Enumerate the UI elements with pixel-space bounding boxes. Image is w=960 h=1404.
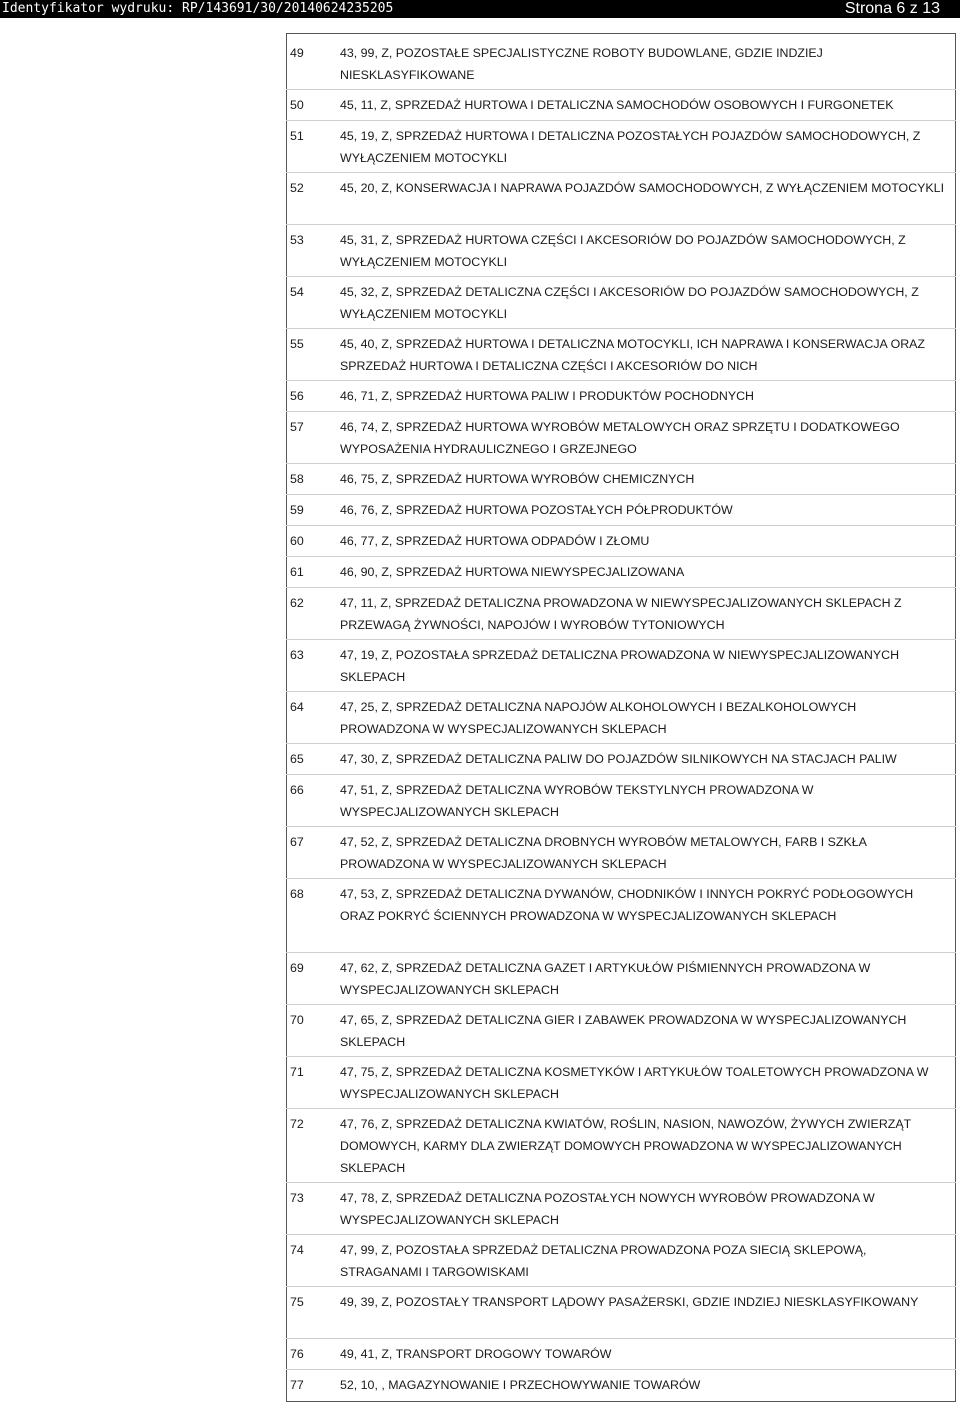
row-divider bbox=[286, 276, 956, 277]
pkd-description: 47, 25, Z, SPRZEDAŻ DETALICZNA NAPOJÓW ALKOHOLOWYCH I BEZALKOHOLOWYCH PROWADZONA W WYSPECJALIZOWANYCH SKLEPACH bbox=[340, 700, 857, 736]
row-divider bbox=[286, 826, 956, 827]
row-number: 57 bbox=[290, 420, 304, 434]
row-number: 69 bbox=[290, 961, 304, 975]
pkd-description: 46, 75, Z, SPRZEDAŻ HURTOWA WYROBÓW CHEMICZNYCH bbox=[340, 472, 695, 486]
pkd-description: 47, 78, Z, SPRZEDAŻ DETALICZNA POZOSTAŁYCH NOWYCH WYROBÓW PROWADZONA W WYSPECJALIZOWANYCH SKLEPACH bbox=[340, 1191, 875, 1227]
pkd-description: 45, 19, Z, SPRZEDAŻ HURTOWA I DETALICZNA POZOSTAŁYCH POJAZDÓW SAMOCHODOWYCH, Z WYŁĄCZENIEM MOTOCYKLI bbox=[340, 129, 921, 165]
pkd-description: 47, 53, Z, SPRZEDAŻ DETALICZNA DYWANÓW, CHODNIKÓW I INNYCH POKRYĆ PODŁOGOWYCH ORAZ POKRYĆ ŚCIENNYCH PROWADZONA W WYSPECJALIZOWANYCH SKLEPACH bbox=[340, 887, 914, 923]
row-number: 65 bbox=[290, 752, 304, 766]
row-divider bbox=[286, 525, 956, 526]
row-number: 71 bbox=[290, 1065, 304, 1079]
pkd-description: 47, 99, Z, POZOSTAŁA SPRZEDAŻ DETALICZNA PROWADZONA POZA SIECIĄ SKLEPOWĄ, STRAGANAMI I TARGOWISKAMI bbox=[340, 1243, 867, 1279]
row-number: 63 bbox=[290, 648, 304, 662]
row-divider bbox=[286, 1234, 956, 1235]
pkd-description: 46, 74, Z, SPRZEDAŻ HURTOWA WYROBÓW METALOWYCH ORAZ SPRZĘTU I DODATKOWEGO WYPOSAŻENIA HYDRAULICZNEGO I GRZEJNEGO bbox=[340, 420, 900, 456]
row-number: 64 bbox=[290, 700, 304, 714]
row-divider bbox=[286, 1056, 956, 1057]
pkd-description: 45, 32, Z, SPRZEDAŻ DETALICZNA CZĘŚCI I AKCESORIÓW DO POJAZDÓW SAMOCHODOWYCH, Z WYŁĄCZENIEM MOTOCYKLI bbox=[340, 285, 919, 321]
row-number: 68 bbox=[290, 887, 304, 901]
row-number: 61 bbox=[290, 565, 304, 579]
pkd-description: 45, 31, Z, SPRZEDAŻ HURTOWA CZĘŚCI I AKCESORIÓW DO POJAZDÓW SAMOCHODOWYCH, Z WYŁĄCZENIEM MOTOCYKLI bbox=[340, 233, 906, 269]
pkd-description: 46, 71, Z, SPRZEDAŻ HURTOWA PALIW I PRODUKTÓW POCHODNYCH bbox=[340, 389, 754, 403]
row-divider bbox=[286, 878, 956, 879]
row-number: 75 bbox=[290, 1295, 304, 1309]
row-number: 59 bbox=[290, 503, 304, 517]
row-number: 77 bbox=[290, 1378, 304, 1392]
row-number: 49 bbox=[290, 46, 304, 60]
pkd-description: 47, 75, Z, SPRZEDAŻ DETALICZNA KOSMETYKÓW I ARTYKUŁÓW TOALETOWYCH PROWADZONA W WYSPECJALIZOWANYCH SKLEPACH bbox=[340, 1065, 929, 1101]
row-number: 50 bbox=[290, 98, 304, 112]
row-number: 66 bbox=[290, 783, 304, 797]
pkd-description: 49, 41, Z, TRANSPORT DROGOWY TOWARÓW bbox=[340, 1347, 612, 1361]
row-divider bbox=[286, 1182, 956, 1183]
row-divider bbox=[286, 952, 956, 953]
pkd-description: 47, 30, Z, SPRZEDAŻ DETALICZNA PALIW DO POJAZDÓW SILNIKOWYCH NA STACJACH PALIW bbox=[340, 752, 897, 766]
row-divider bbox=[286, 172, 956, 173]
pkd-description: 47, 76, Z, SPRZEDAŻ DETALICZNA KWIATÓW, ROŚLIN, NASION, NAWOZÓW, ŻYWYCH ZWIERZĄT DOMOWYCH, KARMY DLA ZWIERZĄT DOMOWYCH PROWADZONA W WYSPECJALIZOWANYCH SKLEPACH bbox=[340, 1117, 911, 1175]
row-number: 76 bbox=[290, 1347, 304, 1361]
row-divider bbox=[286, 639, 956, 640]
row-divider bbox=[286, 120, 956, 121]
pkd-description: 46, 77, Z, SPRZEDAŻ HURTOWA ODPADÓW I ZŁOMU bbox=[340, 534, 650, 548]
pkd-description: 45, 40, Z, SPRZEDAŻ HURTOWA I DETALICZNA MOTOCYKLI, ICH NAPRAWA I KONSERWACJA ORAZ SPRZEDAŻ HURTOWA I DETALICZNA CZĘŚCI I AKCESORIÓW DO NICH bbox=[340, 337, 925, 373]
row-number: 51 bbox=[290, 129, 304, 143]
pkd-description: 47, 51, Z, SPRZEDAŻ DETALICZNA WYROBÓW TEKSTYLNYCH PROWADZONA W WYSPECJALIZOWANYCH SKLEPACH bbox=[340, 783, 814, 819]
row-number: 53 bbox=[290, 233, 304, 247]
row-divider bbox=[286, 380, 956, 381]
pkd-description: 47, 62, Z, SPRZEDAŻ DETALICZNA GAZET I ARTYKUŁÓW PIŚMIENNYCH PROWADZONA W WYSPECJALIZOWANYCH SKLEPACH bbox=[340, 961, 871, 997]
row-divider bbox=[286, 1108, 956, 1109]
row-number: 70 bbox=[290, 1013, 304, 1027]
pkd-description: 45, 20, Z, KONSERWACJA I NAPRAWA POJAZDÓW SAMOCHODOWYCH, Z WYŁĄCZENIEM MOTOCYKLI bbox=[340, 181, 945, 195]
row-divider bbox=[286, 774, 956, 775]
pkd-description: 47, 52, Z, SPRZEDAŻ DETALICZNA DROBNYCH WYROBÓW METALOWYCH, FARB I SZKŁA PROWADZONA W WYSPECJALIZOWANYCH SKLEPACH bbox=[340, 835, 867, 871]
row-divider bbox=[286, 463, 956, 464]
page-number: Strona 6 z 13 bbox=[844, 0, 940, 17]
pkd-description: 45, 11, Z, SPRZEDAŻ HURTOWA I DETALICZNA SAMOCHODÓW OSOBOWYCH I FURGONETEK bbox=[340, 98, 894, 112]
pkd-description: 43, 99, Z, POZOSTAŁE SPECJALISTYCZNE ROBOTY BUDOWLANE, GDZIE INDZIEJ NIESKLASYFIKOWANE bbox=[340, 46, 823, 82]
row-number: 74 bbox=[290, 1243, 304, 1257]
row-divider bbox=[286, 1369, 956, 1370]
row-number: 67 bbox=[290, 835, 304, 849]
row-number: 58 bbox=[290, 472, 304, 486]
row-number: 56 bbox=[290, 389, 304, 403]
row-divider bbox=[286, 328, 956, 329]
row-number: 52 bbox=[290, 181, 304, 195]
print-header bbox=[0, 0, 960, 18]
pkd-description: 46, 76, Z, SPRZEDAŻ HURTOWA POZOSTAŁYCH PÓŁPRODUKTÓW bbox=[340, 503, 733, 517]
row-divider bbox=[286, 743, 956, 744]
pkd-description: 49, 39, Z, POZOSTAŁY TRANSPORT LĄDOWY PASAŻERSKI, GDZIE INDZIEJ NIESKLASYFIKOWANY bbox=[340, 1295, 919, 1309]
row-number: 55 bbox=[290, 337, 304, 351]
row-number: 62 bbox=[290, 596, 304, 610]
pkd-description: 46, 90, Z, SPRZEDAŻ HURTOWA NIEWYSPECJALIZOWANA bbox=[340, 565, 685, 579]
row-divider bbox=[286, 1004, 956, 1005]
pkd-description: 47, 19, Z, POZOSTAŁA SPRZEDAŻ DETALICZNA PROWADZONA W NIEWYSPECJALIZOWANYCH SKLEPACH bbox=[340, 648, 900, 684]
row-divider bbox=[286, 1338, 956, 1339]
print-identifier: Identyfikator wydruku: RP/143691/30/20140624235205 bbox=[2, 1, 394, 16]
pkd-description: 47, 11, Z, SPRZEDAŻ DETALICZNA PROWADZONA W NIEWYSPECJALIZOWANYCH SKLEPACH Z PRZEWAGĄ ŻYWNOŚCI, NAPOJÓW I WYROBÓW TYTONIOWYCH bbox=[340, 596, 902, 632]
row-divider bbox=[286, 411, 956, 412]
row-divider bbox=[286, 494, 956, 495]
row-divider bbox=[286, 89, 956, 90]
row-number: 72 bbox=[290, 1117, 304, 1131]
row-number: 54 bbox=[290, 285, 304, 299]
row-number: 73 bbox=[290, 1191, 304, 1205]
row-divider bbox=[286, 1286, 956, 1287]
row-divider bbox=[286, 224, 956, 225]
row-divider bbox=[286, 556, 956, 557]
pkd-description: 47, 65, Z, SPRZEDAŻ DETALICZNA GIER I ZABAWEK PROWADZONA W WYSPECJALIZOWANYCH SKLEPACH bbox=[340, 1013, 907, 1049]
pkd-description: 52, 10, , MAGAZYNOWANIE I PRZECHOWYWANIE TOWARÓW bbox=[340, 1378, 701, 1392]
row-divider bbox=[286, 691, 956, 692]
row-number: 60 bbox=[290, 534, 304, 548]
row-divider bbox=[286, 587, 956, 588]
